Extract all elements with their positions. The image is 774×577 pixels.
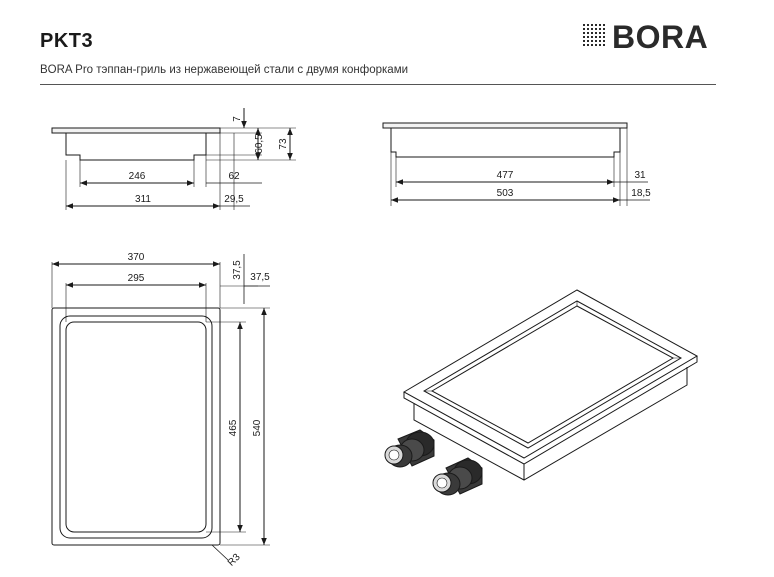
side-view-top-plate (383, 123, 627, 128)
dim-label-503: 503 (496, 188, 514, 199)
dim-label-477: 477 (496, 170, 514, 181)
bora-logo-text: BORA (612, 19, 709, 55)
product-description: BORA Pro тэппан-гриль из нержавеющей стали с двумя конфорками (40, 64, 409, 76)
dim-label-540: 540 (252, 419, 263, 437)
front-view (52, 108, 296, 210)
dim-label-18-5: 18,5 (631, 188, 651, 199)
dim-label-r3: R3 (225, 551, 243, 569)
top-view-grill-surface-inner (66, 322, 206, 532)
top-view (52, 254, 270, 560)
radius-leader-line (212, 545, 228, 560)
dim-label-73: 73 (278, 138, 289, 150)
dim-label-37-5-vertical: 37,5 (232, 260, 243, 280)
top-view-grill-surface-outer (60, 316, 212, 538)
dim-label-29-5: 29,5 (224, 194, 244, 205)
control-knob-2-icon (433, 458, 482, 495)
side-view (383, 123, 650, 206)
front-view-body (66, 133, 206, 160)
dim-label-465: 465 (228, 419, 239, 437)
dim-label-7: 7 (232, 116, 243, 122)
dim-label-370: 370 (127, 252, 145, 263)
control-knob-1-icon (385, 430, 434, 467)
dim-label-311: 311 (135, 194, 151, 205)
side-view-body (391, 128, 620, 157)
dim-label-60-5: 60,5 (254, 134, 265, 154)
dim-label-37-5-horizontal: 37,5 (250, 272, 270, 283)
dim-label-62: 62 (228, 171, 240, 182)
model-title: PKT3 (40, 30, 94, 52)
isometric-view (404, 290, 697, 480)
dim-label-31: 31 (634, 170, 646, 181)
dim-label-295: 295 (127, 273, 145, 284)
front-view-top-plate (52, 128, 220, 133)
dim-label-246: 246 (128, 171, 146, 182)
top-view-outer-frame (52, 308, 220, 545)
